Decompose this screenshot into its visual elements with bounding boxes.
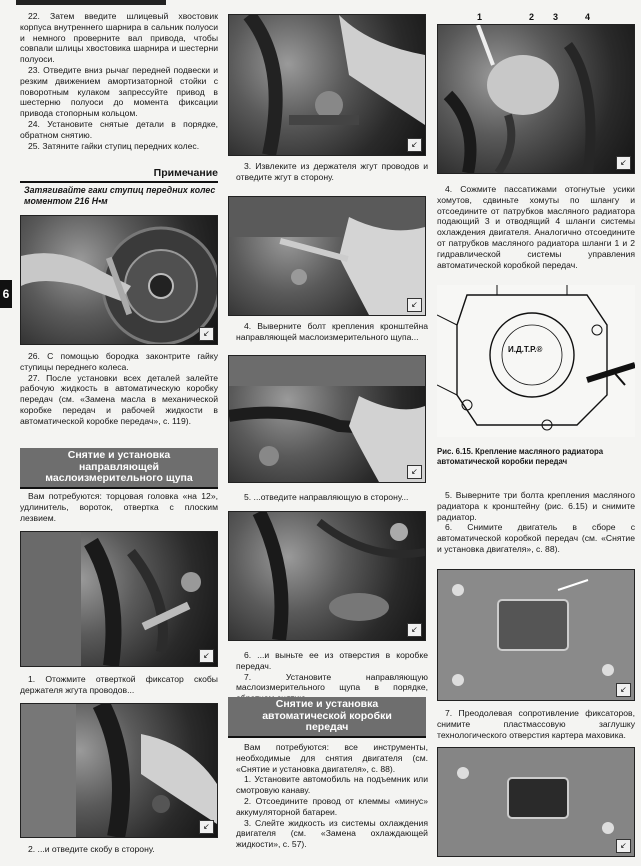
photo-corner-icon: ↙ <box>407 298 422 312</box>
tools-needed-text: Вам потребуются: торцовая головка «на 12», удлинитель, вороток, отвертка с плоским лезвием. <box>20 491 218 523</box>
section-title-line: передач <box>305 721 349 733</box>
step-7-plug <box>437 708 635 740</box>
step-3: 3. Слейте жидкость из системы охлаждения двигателя (см. «Замена охлаждающей жидкости», с. 57). <box>236 817 428 850</box>
photo-wheel-hub <box>20 215 218 345</box>
photo-flywheel-housing <box>437 569 635 701</box>
step-26: 26. С помощью бородка законтрите гайку ступицы переднего колеса. <box>20 351 218 372</box>
photo-corner-icon: ↙ <box>616 839 631 853</box>
step-5-text: 5. Выверните три болта крепления масляного радиатора к кронштейну (рис. 6.15) и снимите радиатор. <box>437 490 635 522</box>
caption-5: 5. ...отведите направляющую в сторону... <box>244 492 409 502</box>
section-header-auto-gearbox <box>228 697 426 738</box>
caption-step-4 <box>236 321 428 343</box>
photo-step-5 <box>228 355 426 483</box>
caption-step-2 <box>20 844 218 855</box>
caption-2: 2. ...и отведите скобу в сторону. <box>28 844 155 854</box>
section-title-line: автоматической коробки <box>262 709 392 722</box>
plug-removed-illustration <box>438 748 634 856</box>
callout-4: 4 <box>585 12 591 22</box>
photo-step-3 <box>228 14 426 156</box>
step-2: 2. Отсоедините провод от клеммы «минус» аккумуляторной батареи. <box>236 795 428 817</box>
photo-corner-icon: ↙ <box>199 327 214 341</box>
photo-step-4-radiator <box>437 24 635 174</box>
steps-22-25 <box>20 11 218 151</box>
gearbox-steps <box>236 742 428 850</box>
callout-2: 2 <box>529 12 535 22</box>
photo-corner-icon: ↙ <box>616 156 631 170</box>
tools-needed-text: Вам потребуются: все инструменты, необходимые для снятия двигателя (см. «Снятие и установка двигателя», с. 88). <box>236 742 428 774</box>
photo-corner-icon: ↙ <box>407 465 422 479</box>
section-title-line: Снятие и установка <box>67 449 171 461</box>
gearbox-hole-illustration <box>229 512 425 640</box>
steps-6-7 <box>236 650 428 704</box>
step-24: 24. Установите снятые детали в порядке, обратном снятию. <box>20 118 218 140</box>
bolt-removal-illustration <box>229 197 425 315</box>
callout-1: 1 <box>477 12 483 22</box>
photo-step-2 <box>20 703 218 838</box>
photo-corner-icon: ↙ <box>407 138 422 152</box>
step-22: 22. Затем введите шлицевый хвостовик корпуса внутреннего шарнира в сальник полуоси и немного проверните вал привода, чтобы совпали шлицы хвостовика шарнира и шестерни полуоси. <box>20 11 218 65</box>
diagram-watermark: И.Д.Т.Р.® <box>508 345 543 354</box>
page-header-bar <box>16 0 166 5</box>
photo-step-4 <box>228 196 426 316</box>
figure-6-15-drawing <box>437 285 635 437</box>
caption-4: 4. Выверните болт крепления кронштейна направляющей маслоизмерительного щупа... <box>236 321 428 342</box>
step-23: 23. Отведите вниз рычаг передней подвески и резким движением амортизаторной стойки с поворотным кулаком запрессуйте привод в шестерню полуоси до момента фиксации привода стопорным кольцом. <box>20 64 218 119</box>
caption-step-5 <box>236 492 428 503</box>
photo-corner-icon: ↙ <box>199 820 214 834</box>
section-title-line: маслоизмерительного щупа <box>45 472 193 484</box>
steps-5-6 <box>437 490 635 555</box>
step-27: 27. После установки всех деталей залейте рабочую жидкость в автоматическую коробку передач (см. «Замена масла в механической коробке передач и рабочей жидкости в автоматической коробке передач», с. 119). <box>20 372 218 426</box>
wheel-hub-illustration <box>21 216 217 344</box>
harness-removal-illustration <box>229 15 425 155</box>
step-7-text: 7. Преодолевая сопротивление фиксаторов, снимите пластмассовую заглушку технологического отверстия картера маховика. <box>437 708 635 740</box>
note-header: Примечание <box>20 167 218 183</box>
note-text: Затягивайте гаки ступиц передних колес моментом 216 Н•м <box>24 185 216 206</box>
figure-caption: Рис. 6.15. Крепление масляного радиатора автоматической коробки передач <box>437 447 604 466</box>
step-7: 7. Установите направляющую маслоизмерительного щупа в порядке, <box>236 671 428 693</box>
step-25: 25. Затяните гайки ступиц передних колес. <box>28 140 200 151</box>
step-6-text: 6. Снимите двигатель в сборе с автоматической коробкой передач (см. «Снятие и установка двигателя», с. 88). <box>437 522 635 554</box>
caption-6: 6. ...и выньте ее из отверстия в коробке передач. <box>236 650 428 671</box>
guide-tube-illustration <box>229 356 425 482</box>
section-title-line: Снятие и установка <box>275 698 379 710</box>
step-4-radiator <box>437 184 635 270</box>
photo-corner-icon: ↙ <box>407 623 422 637</box>
photo-corner-icon: ↙ <box>199 649 214 663</box>
bracket-illustration <box>21 704 217 837</box>
photo-step-1 <box>20 531 218 667</box>
step-1: 1. Установите автомобиль на подъемник или смотровую канаву. <box>236 774 428 796</box>
caption-3: 3. Извлеките из держателя жгут проводов и отведите жгут в сторону. <box>236 161 428 182</box>
section-header-dipstick <box>20 448 218 489</box>
photo-corner-icon: ↙ <box>616 683 631 697</box>
caption-1: 1. Отожмите отверткой фиксатор скобы держателя жгута проводов... <box>20 674 218 695</box>
engine-wiring-illustration <box>21 532 217 666</box>
callout-3: 3 <box>553 12 559 22</box>
section-title-line: направляющей <box>78 460 159 473</box>
step-4-text: 4. Сожмите пассатижами отогнутые усики хомутов, сдвиньте хомуты по шлангу и отсоедините от патрубков масляного радиатора подающий 3 и отводящий 4 шланги системы охлаждения двигателя. Аналогично отсоедините от патрубков масляного радиатора шланги 1 и 2 гидравлической системы управления автоматической коробкой передач. <box>437 184 635 270</box>
caption-step-1 <box>20 674 218 696</box>
tools-needed <box>20 491 218 523</box>
photo-plug-removed <box>437 747 635 857</box>
flywheel-housing-illustration <box>438 570 634 700</box>
caption-step-3 <box>236 161 428 183</box>
photo-step-6 <box>228 511 426 641</box>
oil-radiator-hoses-illustration <box>438 25 634 173</box>
chapter-tab: 6 <box>0 280 12 308</box>
steps-26-27 <box>20 351 218 427</box>
